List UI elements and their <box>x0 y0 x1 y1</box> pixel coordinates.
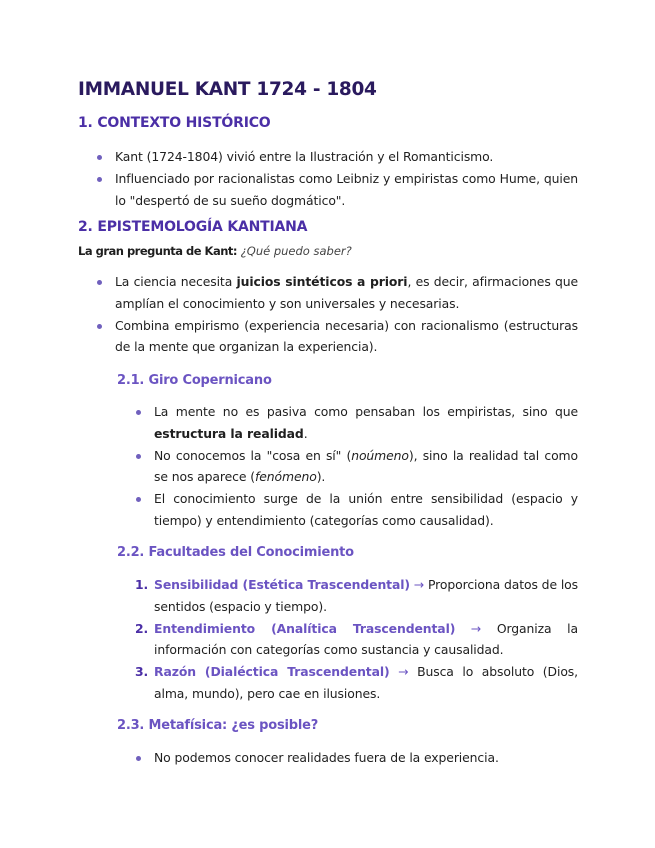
list-item: Combina empirismo (experiencia necesaria) con racionalismo (estructuras de la mente que organizan la experiencia). <box>115 315 578 359</box>
list-item: La ciencia necesita juicios sintéticos a priori, es decir, afirmaciones que amplían el conocimiento y son universales y necesarias. <box>115 271 578 315</box>
bullet-icon <box>97 155 102 160</box>
subsection-2-2-heading: 2.2. Facultades del Conocimiento <box>117 545 354 560</box>
bullet-icon <box>136 410 141 415</box>
arrow-right-icon: → <box>470 620 482 636</box>
bullet-icon <box>136 756 141 761</box>
arrow-right-icon: → <box>413 577 425 592</box>
bullet-icon <box>97 280 102 285</box>
lead-question: La gran pregunta de Kant: ¿Qué puedo saber? <box>78 244 352 258</box>
arrow-right-icon: → <box>398 664 409 680</box>
list-item: 2. Entendimiento (Analítica Trascendental) → Organiza la información con categorías como sustancia y causalidad. <box>135 620 578 658</box>
section-2-list <box>115 271 578 358</box>
subsection-2-1-heading: 2.1. Giro Copernicano <box>117 373 272 388</box>
subsection-2-3-heading: 2.3. Metafísica: ¿es posible? <box>117 718 319 733</box>
list-item: 3. Razón (Dialéctica Trascendental) → Busca lo absoluto (Dios, alma, mundo), pero cae en ilusiones. <box>135 664 579 701</box>
section-1-heading: 1. CONTEXTO HISTÓRICO <box>78 115 271 131</box>
bullet-icon <box>136 497 141 502</box>
bullet-icon <box>97 324 102 329</box>
list-item: Kant (1724-1804) vivió entre la Ilustración y el Romanticismo. <box>115 146 578 168</box>
list-item: 1. Sensibilidad (Estética Trascendental) → Proporciona datos de los sentidos (espacio y tiempo). <box>135 577 579 614</box>
bullet-icon <box>136 454 141 459</box>
list-item: El conocimiento surge de la unión entre sensibilidad (espacio y tiempo) y entendimiento (categorías como causalidad). <box>154 488 578 532</box>
section-2-heading: 2. EPISTEMOLOGÍA KANTIANA <box>78 219 308 235</box>
subsection-2-1-list <box>154 401 578 532</box>
subsection-2-3-list <box>154 747 578 769</box>
list-item: Influenciado por racionalistas como Leibniz y empiristas como Hume, quien lo "despertó de su sueño dogmático". <box>115 168 578 212</box>
list-item: No conocemos la "cosa en sí" (noúmeno), sino la realidad tal como se nos aparece (fenómeno). <box>154 445 578 489</box>
list-item: No podemos conocer realidades fuera de la experiencia. <box>154 747 578 769</box>
bullet-icon <box>97 177 102 182</box>
subsection-2-2-list <box>135 574 579 705</box>
list-item: La mente no es pasiva como pensaban los empiristas, sino que estructura la realidad. <box>154 401 578 445</box>
section-1-list <box>115 146 578 211</box>
page-title: IMMANUEL KANT 1724 - 1804 <box>78 79 377 100</box>
